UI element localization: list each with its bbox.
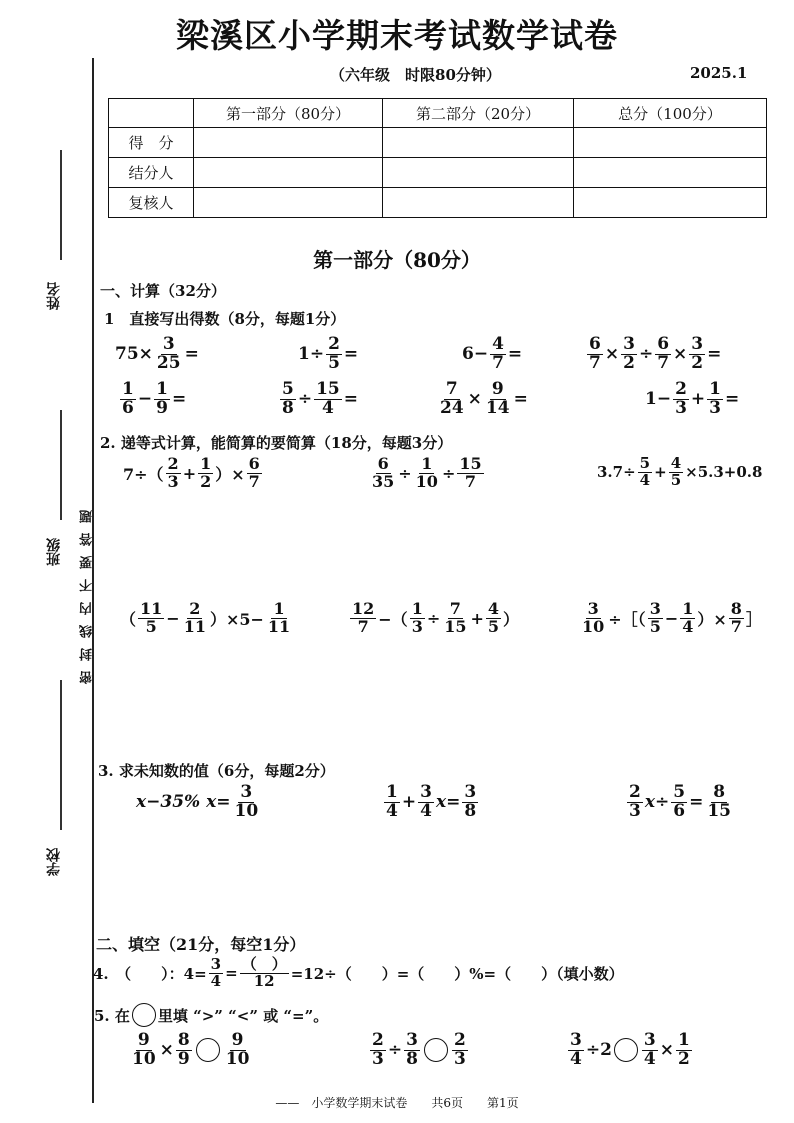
fraction: $\frac{2}{3}$ bbox=[629, 782, 641, 821]
fraction: $\frac{1}{4}$ bbox=[386, 782, 398, 821]
q2-item: $\frac{6}{35}$ ÷ $\frac{1}{10}$ ÷ $\frac{15}{7}$ bbox=[372, 454, 482, 491]
q1-item: 75× $\frac{3}{25}$ = bbox=[115, 334, 199, 373]
fraction: $\frac{3}{8}$ bbox=[464, 782, 477, 821]
fraction: $\frac{3}{25}$ bbox=[156, 334, 181, 373]
score-cell[interactable] bbox=[574, 158, 767, 188]
q1-item: $\frac{6}{7}$ × $\frac{3}{2}$ ÷ $\frac{6}{7}$ × $\frac{3}{2}$ = bbox=[589, 334, 722, 373]
page-footer: —— 小学数学期末试卷 共6页 第1页 bbox=[275, 1096, 519, 1110]
fraction: $\frac{2}{3}$ bbox=[372, 1030, 384, 1069]
fraction: $\frac{4}{5}$ bbox=[487, 599, 500, 636]
compare-circle-icon bbox=[132, 1003, 156, 1027]
exam-subtitle: （六年级 时限80分钟） bbox=[330, 66, 501, 84]
q3-heading: 3. 求未知数的值（6分，每题2分） bbox=[98, 762, 335, 780]
table-corner bbox=[109, 99, 194, 128]
q2-item: （ $\frac{11}{5}$ − $\frac{2}{11}$ ）×5− $\frac{1}{11}$ bbox=[120, 599, 291, 636]
fraction: $\frac{2}{11}$ bbox=[183, 599, 206, 636]
fraction: $\frac{1}{10}$ bbox=[415, 454, 438, 491]
score-cell[interactable] bbox=[194, 188, 383, 218]
name-label: 姓名 bbox=[46, 282, 62, 310]
fraction: $\frac{6}{7}$ bbox=[657, 334, 670, 373]
fraction: $\frac{1}{3}$ bbox=[709, 379, 722, 418]
score-cell[interactable] bbox=[383, 128, 574, 158]
q1-item: $\frac{7}{24}$ × $\frac{9}{14}$ = bbox=[440, 379, 528, 418]
col-part2: 第二部分（20分） bbox=[383, 99, 574, 128]
fraction: $\frac{2}{5}$ bbox=[328, 334, 340, 373]
col-part1: 第一部分（80分） bbox=[194, 99, 383, 128]
fraction: $\frac{8}{7}$ bbox=[730, 599, 742, 636]
section2-heading: 二、填空（21分，每空1分） bbox=[96, 935, 306, 954]
table-row bbox=[109, 188, 767, 218]
score-cell[interactable] bbox=[194, 128, 383, 158]
class-blank[interactable] bbox=[60, 410, 62, 520]
fraction: $\frac{2}{3}$ bbox=[453, 1030, 466, 1069]
fraction: $\frac{5}{6}$ bbox=[673, 782, 686, 821]
compare-circle[interactable] bbox=[424, 1038, 448, 1062]
fraction: $\frac{5}{8}$ bbox=[282, 379, 294, 418]
fraction: $\frac{7}{15}$ bbox=[444, 599, 467, 636]
fraction: $\frac{4}{7}$ bbox=[492, 334, 504, 373]
q2-heading: 2. 递等式计算，能简算的要简算（18分，每题3分） bbox=[100, 434, 453, 452]
col-total: 总分（100分） bbox=[574, 99, 767, 128]
q5-heading: 5. 在 里填 “>” “<” 或 “=”。 bbox=[94, 1003, 328, 1027]
fraction: $\frac{7}{24}$ bbox=[440, 379, 464, 418]
score-table bbox=[108, 98, 767, 218]
fraction: $\frac{( )}{12}$ bbox=[241, 955, 287, 990]
fraction: $\frac{1}{2}$ bbox=[678, 1030, 690, 1069]
score-cell[interactable] bbox=[574, 188, 767, 218]
fraction: $\frac{1}{6}$ bbox=[122, 379, 134, 418]
school-label: 学校 bbox=[46, 848, 62, 876]
fraction: $\frac{12}{7}$ bbox=[352, 599, 375, 636]
q1-item: $\frac{1}{6}$ − $\frac{1}{9}$ = bbox=[122, 379, 187, 418]
score-cell[interactable] bbox=[194, 158, 383, 188]
class-label: 班级 bbox=[46, 538, 62, 566]
row-label-checker: 复核人 bbox=[109, 188, 194, 218]
q2-item: $\frac{3}{10}$ ÷［（ $\frac{3}{5}$ − $\frac{1}{4}$ ）× $\frac{8}{7}$ ］ bbox=[582, 599, 762, 636]
q2-item: 7÷（ $\frac{2}{3}$ + $\frac{1}{2}$ ）× $\frac{6}{7}$ bbox=[123, 454, 260, 491]
fraction: $\frac{15}{7}$ bbox=[459, 454, 482, 491]
compare-circle[interactable] bbox=[196, 1038, 220, 1062]
fraction: $\frac{6}{7}$ bbox=[589, 334, 601, 373]
score-cell[interactable] bbox=[574, 128, 767, 158]
fraction: $\frac{6}{7}$ bbox=[248, 454, 260, 491]
fraction: $\frac{3}{4}$ bbox=[420, 782, 432, 821]
fraction: $\frac{2}{3}$ bbox=[675, 379, 687, 418]
fraction: $\frac{8}{9}$ bbox=[177, 1030, 190, 1069]
fraction: $\frac{1}{11}$ bbox=[267, 599, 291, 636]
q5-item: $\frac{3}{4}$ ÷2 $\frac{3}{4}$ × $\frac{1}{2}$ bbox=[570, 1030, 690, 1069]
table-row bbox=[109, 128, 767, 158]
row-label-grader: 结分人 bbox=[109, 158, 194, 188]
fraction: $\frac{3}{2}$ bbox=[691, 334, 704, 373]
q4-item: 4. （ ）：4= $\frac{3}{4}$ = $\frac{( )}{12}$ =12÷（ ）=（ ）%=（ ）（填小数） bbox=[93, 955, 624, 990]
fraction: $\frac{3}{8}$ bbox=[406, 1030, 418, 1069]
fraction: $\frac{9}{10}$ bbox=[132, 1030, 156, 1069]
fraction: $\frac{3}{4}$ bbox=[570, 1030, 582, 1069]
fraction: $\frac{9}{10}$ bbox=[225, 1030, 250, 1069]
seal-hint: 密封线内不要答题 bbox=[80, 500, 95, 684]
q5-item: $\frac{2}{3}$ ÷ $\frac{3}{8}$ $\frac{2}{3}$ bbox=[372, 1030, 466, 1069]
exam-title: 梁溪区小学期末考试数学试卷 bbox=[176, 16, 618, 55]
fraction: $\frac{11}{5}$ bbox=[140, 599, 163, 636]
fraction: $\frac{1}{2}$ bbox=[200, 454, 212, 491]
fraction: $\frac{1}{3}$ bbox=[411, 599, 423, 636]
q3-item: $\frac{1}{4}$ + $\frac{3}{4}$ x= $\frac{3}{8}$ bbox=[386, 782, 477, 821]
q3-item: $\frac{2}{3}$ x÷ $\frac{5}{6}$ = $\frac{8}{15}$ bbox=[629, 782, 731, 821]
fraction: $\frac{1}{9}$ bbox=[156, 379, 168, 418]
q1-item: $\frac{5}{8}$ ÷ $\frac{15}{4}$ = bbox=[282, 379, 359, 418]
fraction: $\frac{3}{5}$ bbox=[649, 599, 661, 636]
score-cell[interactable] bbox=[383, 188, 574, 218]
exam-date: 2025.1 bbox=[690, 64, 748, 82]
fraction: $\frac{3}{2}$ bbox=[623, 334, 635, 373]
q3-item: x−35% x= $\frac{3}{10}$ bbox=[136, 782, 259, 821]
q2-item: 3.7÷ $\frac{5}{4}$ + $\frac{4}{5}$ ×5.3+0.8 bbox=[597, 454, 763, 489]
q5-item: $\frac{9}{10}$ × $\frac{8}{9}$ $\frac{9}{10}$ bbox=[132, 1030, 250, 1069]
fraction: $\frac{3}{10}$ bbox=[234, 782, 259, 821]
fraction: $\frac{6}{35}$ bbox=[372, 454, 395, 491]
fraction: $\frac{9}{14}$ bbox=[485, 379, 510, 418]
compare-circle[interactable] bbox=[614, 1038, 638, 1062]
fraction: $\frac{2}{3}$ bbox=[167, 454, 179, 491]
q1-heading: 1 直接写出得数（8分，每题1分） bbox=[104, 310, 346, 328]
table-row bbox=[109, 158, 767, 188]
row-label-score: 得 分 bbox=[109, 128, 194, 158]
score-cell[interactable] bbox=[383, 158, 574, 188]
q1-item: 6− $\frac{4}{7}$ = bbox=[462, 334, 523, 373]
fraction: $\frac{3}{4}$ bbox=[210, 955, 222, 990]
fraction: $\frac{4}{5}$ bbox=[670, 454, 682, 489]
fraction: $\frac{15}{4}$ bbox=[316, 379, 340, 418]
part1-title: 第一部分（80分） bbox=[313, 248, 481, 272]
q1-item: 1− $\frac{2}{3}$ + $\frac{1}{3}$ = bbox=[645, 379, 740, 418]
school-blank[interactable] bbox=[60, 680, 62, 830]
score-table-header bbox=[109, 99, 767, 128]
fraction: $\frac{5}{4}$ bbox=[639, 454, 651, 489]
fraction: $\frac{8}{15}$ bbox=[707, 782, 731, 821]
fraction: $\frac{3}{4}$ bbox=[643, 1030, 656, 1069]
q1-item: 1÷ $\frac{2}{5}$ = bbox=[298, 334, 359, 373]
q2-item: $\frac{12}{7}$ −（ $\frac{1}{3}$ ÷ $\frac{7}{15}$ + $\frac{4}{5}$ ） bbox=[352, 599, 520, 636]
fraction: $\frac{1}{4}$ bbox=[682, 599, 694, 636]
section1-heading: 一、计算（32分） bbox=[100, 282, 226, 300]
fraction: $\frac{3}{10}$ bbox=[582, 599, 605, 636]
